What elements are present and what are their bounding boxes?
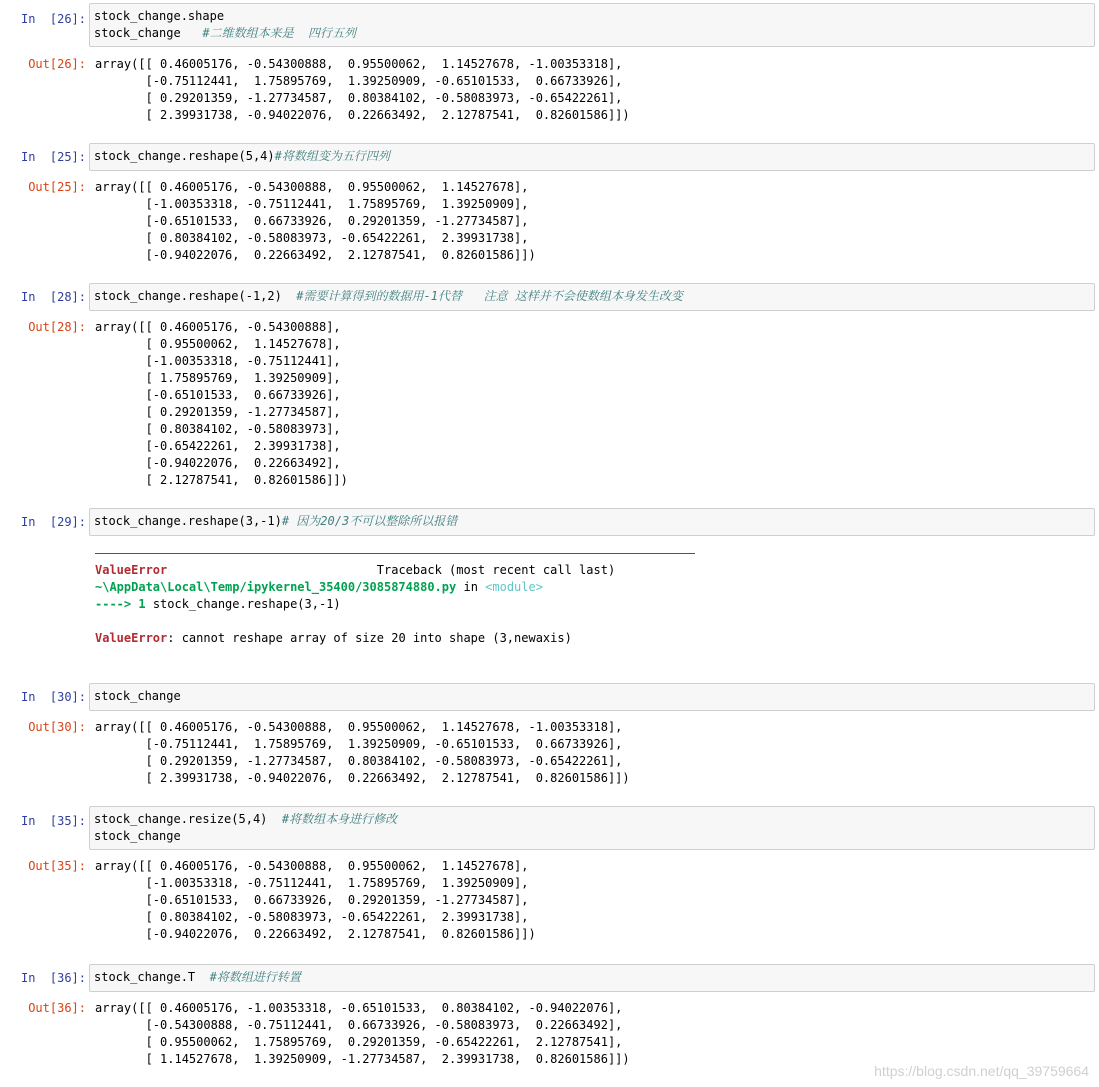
notebook-cell [0, 508, 1099, 658]
output-line: [-0.94022076, 0.22663492, 2.12787541, 0.82601586]]) [95, 248, 536, 262]
input-prompt: In [35]: [20, 814, 86, 828]
input-prompt: In [26]: [20, 12, 86, 26]
traceback-file: ~\AppData\Local\Temp/ipykernel_35400/3085874880.py in <module> [95, 580, 543, 594]
output-prompt: Out[28]: [28, 320, 86, 334]
output-prompt: Out[25]: [28, 180, 86, 194]
notebook-cell [0, 283, 1099, 493]
code-line: stock_change.reshape(-1,2) #需要计算得到的数据用-1代替 注意 这样并不会使数组本身发生改变 [94, 289, 683, 303]
output-line: [-1.00353318, -0.75112441, 1.75895769, 1.39250909], [95, 197, 529, 211]
watermark-url: https://blog.csdn.net/qq_39759664 [874, 1063, 1089, 1079]
output-line: array([[ 0.46005176, -0.54300888, 0.95500062, 1.14527678, -1.00353318], [95, 720, 623, 734]
output-prompt: Out[35]: [28, 859, 86, 873]
output-line: [ 1.14527678, 1.39250909, -1.27734587, 2.39931738, 0.82601586]]) [95, 1052, 630, 1066]
traceback-header: ValueError Traceback (most recent call last) [95, 563, 616, 577]
code-line: stock_change [94, 689, 181, 703]
code-input[interactable] [89, 283, 1095, 311]
output-line: [-0.65101533, 0.66733926], [95, 388, 341, 402]
output-line: [ 2.39931738, -0.94022076, 0.22663492, 2.12787541, 0.82601586]]) [95, 108, 630, 122]
notebook-cell [0, 964, 1099, 1074]
code-line: stock_change [94, 829, 181, 843]
cell-output [95, 858, 1095, 943]
output-line: [ 2.12787541, 0.82601586]]) [95, 473, 348, 487]
output-prompt: Out[26]: [28, 57, 86, 71]
output-line: [ 0.80384102, -0.58083973], [95, 422, 341, 436]
code-line: stock_change.resize(5,4) #将数组本身进行修改 [94, 812, 398, 826]
output-line: [ 2.39931738, -0.94022076, 0.22663492, 2.12787541, 0.82601586]]) [95, 771, 630, 785]
output-prompt: Out[30]: [28, 720, 86, 734]
input-prompt: In [36]: [20, 971, 86, 985]
traceback-spacer [95, 613, 1095, 630]
output-line: [-0.54300888, -0.75112441, 0.66733926, -0.58083973, 0.22663492], [95, 1018, 623, 1032]
code-line: stock_change.T #将数组进行转置 [94, 970, 301, 984]
output-line: [ 0.29201359, -1.27734587, 0.80384102, -0.58083973, -0.65422261], [95, 91, 623, 105]
code-input[interactable] [89, 508, 1095, 536]
output-line: [-0.75112441, 1.75895769, 1.39250909, -0.65101533, 0.66733926], [95, 74, 623, 88]
traceback-code: ----> 1 stock_change.reshape(3,-1) [95, 597, 341, 611]
traceback-divider [95, 553, 695, 554]
cell-output [95, 179, 1095, 264]
code-line: stock_change.shape [94, 9, 225, 23]
output-line: [-0.94022076, 0.22663492], [95, 456, 341, 470]
output-line: [ 0.29201359, -1.27734587], [95, 405, 341, 419]
output-line: [-0.75112441, 1.75895769, 1.39250909, -0.65101533, 0.66733926], [95, 737, 623, 751]
output-line: array([[ 0.46005176, -0.54300888, 0.95500062, 1.14527678], [95, 859, 529, 873]
code-line: stock_change #二维数组本来是 四行五列 [94, 26, 357, 40]
cell-output [95, 719, 1095, 787]
notebook-cell [0, 3, 1099, 123]
cell-output [95, 319, 1095, 489]
output-line: array([[ 0.46005176, -0.54300888], [95, 320, 341, 334]
code-line: stock_change.reshape(5,4)#将数组变为五行四列 [94, 149, 390, 163]
code-input[interactable] [89, 806, 1095, 850]
cell-output [95, 1000, 1095, 1068]
output-line: [ 0.95500062, 1.75895769, 0.29201359, -0.65422261, 2.12787541], [95, 1035, 623, 1049]
output-line: [ 0.95500062, 1.14527678], [95, 337, 341, 351]
code-input[interactable] [89, 143, 1095, 171]
output-line: [-0.65101533, 0.66733926, 0.29201359, -1.27734587], [95, 893, 529, 907]
notebook-cell [0, 143, 1099, 268]
output-prompt: Out[36]: [28, 1001, 86, 1015]
error-message: ValueError: cannot reshape array of size 20 into shape (3,newaxis) [95, 631, 572, 645]
output-line: array([[ 0.46005176, -0.54300888, 0.95500062, 1.14527678], [95, 180, 529, 194]
code-input[interactable] [89, 683, 1095, 711]
code-input[interactable] [89, 964, 1095, 992]
output-line: [ 1.75895769, 1.39250909], [95, 371, 341, 385]
output-line: [ 0.29201359, -1.27734587, 0.80384102, -0.58083973, -0.65422261], [95, 754, 623, 768]
input-prompt: In [29]: [20, 515, 86, 529]
input-prompt: In [28]: [20, 290, 86, 304]
output-line: [-1.00353318, -0.75112441], [95, 354, 341, 368]
cell-output [95, 56, 1095, 124]
output-line: [-0.94022076, 0.22663492, 2.12787541, 0.82601586]]) [95, 927, 536, 941]
error-output [95, 545, 1095, 647]
input-prompt: In [25]: [20, 150, 86, 164]
notebook-cell [0, 806, 1099, 946]
output-line: [-0.65101533, 0.66733926, 0.29201359, -1.27734587], [95, 214, 529, 228]
input-prompt: In [30]: [20, 690, 86, 704]
output-line: [ 0.80384102, -0.58083973, -0.65422261, 2.39931738], [95, 910, 529, 924]
output-line: array([[ 0.46005176, -1.00353318, -0.65101533, 0.80384102, -0.94022076], [95, 1001, 623, 1015]
output-line: [-1.00353318, -0.75112441, 1.75895769, 1.39250909], [95, 876, 529, 890]
code-line: stock_change.reshape(3,-1)# 因为20/3不可以整除所以报错 [94, 514, 458, 528]
notebook-cell [0, 683, 1099, 793]
code-input[interactable] [89, 3, 1095, 47]
output-line: [ 0.80384102, -0.58083973, -0.65422261, 2.39931738], [95, 231, 529, 245]
output-line: array([[ 0.46005176, -0.54300888, 0.95500062, 1.14527678, -1.00353318], [95, 57, 623, 71]
output-line: [-0.65422261, 2.39931738], [95, 439, 341, 453]
